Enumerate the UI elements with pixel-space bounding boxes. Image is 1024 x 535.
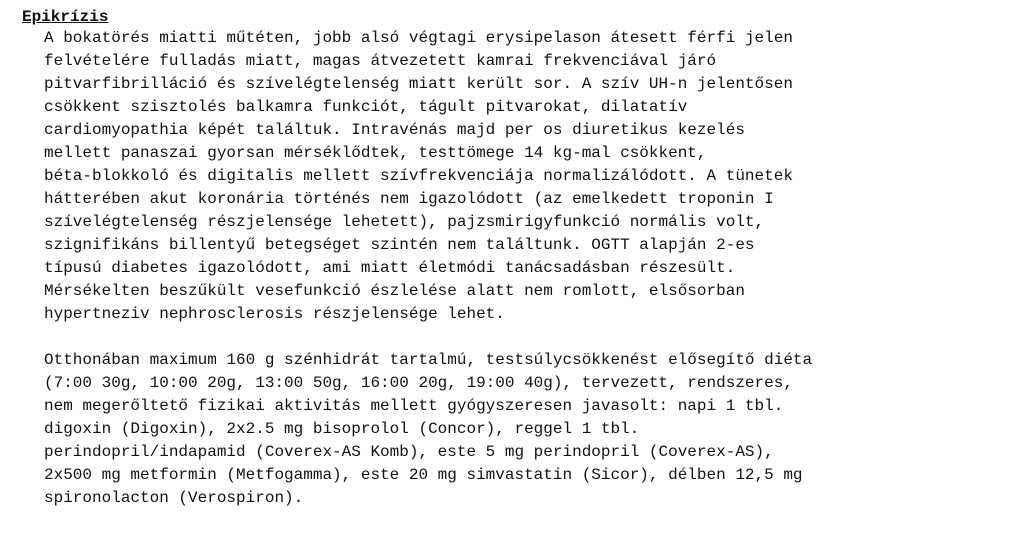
text-line: hátterében akut koronária történés nem igazolódott (az emelkedett troponin I [44,190,774,208]
text-line: mellett panaszai gyorsan mérséklődtek, testtömege 14 kg-mal csökkent, [44,144,707,162]
text-line: 2x500 mg metformin (Metfogamma), este 20 mg simvastatin (Sicor), délben 12,5 mg [44,466,803,484]
text-line: béta-blokkoló és digitalis mellett szívfrekvenciája normalizálódott. A tünetek [44,167,793,185]
text-line: típusú diabetes igazolódott, ami miatt életmódi tanácsadásban részesült. [44,259,736,277]
text-line: spironolacton (Verospiron). [44,489,304,507]
text-line: A bokatörés miatti műtéten, jobb alsó végtagi erysipelason átesett férfi jelen [44,29,793,47]
text-line: csökkent szisztolés balkamra funkciót, tágult pitvarokat, dilatatív [44,98,688,116]
text-line: nem megerőltető fizikai aktivitás mellett gyógyszeresen javasolt: napi 1 tbl. [44,397,784,415]
text-line: Otthonában maximum 160 g szénhidrát tartalmú, testsúlycsökkenést elősegítő diéta [44,351,813,369]
text-line: Mérsékelten beszűkült vesefunkció észlelése alatt nem romlott, elsősorban [44,282,745,300]
text-line: pitvarfibrilláció és szívelégtelenség miatt került sor. A szív UH-n jelentősen [44,75,793,93]
text-line: szívelégtelenség részjelensége lehetett), pajzsmirigyfunkció normális volt, [44,213,765,231]
document-heading: Epikrízis [22,8,109,26]
paragraph-discharge-recommendations [44,349,812,510]
text-line: hypertneziv nephrosclerosis részjelensége lehet. [44,305,505,323]
text-line: digoxin (Digoxin), 2x2.5 mg bisoprolol (Concor), reggel 1 tbl. [44,420,640,438]
paragraph-epicrisis-summary [44,27,793,326]
text-line: (7:00 30g, 10:00 20g, 13:00 50g, 16:00 20g, 19:00 40g), tervezett, rendszeres, [44,374,793,392]
text-line: felvételére fulladás miatt, magas átvezetett kamrai frekvenciával járó [44,52,717,70]
text-line: cardiomyopathia képét találtuk. Intravénás majd per os diuretikus kezelés [44,121,745,139]
text-line: szignifikáns billentyű betegséget szintén nem találtunk. OGTT alapján 2-es [44,236,755,254]
text-line: perindopril/indapamid (Coverex-AS Komb), este 5 mg perindopril (Coverex-AS), [44,443,774,461]
